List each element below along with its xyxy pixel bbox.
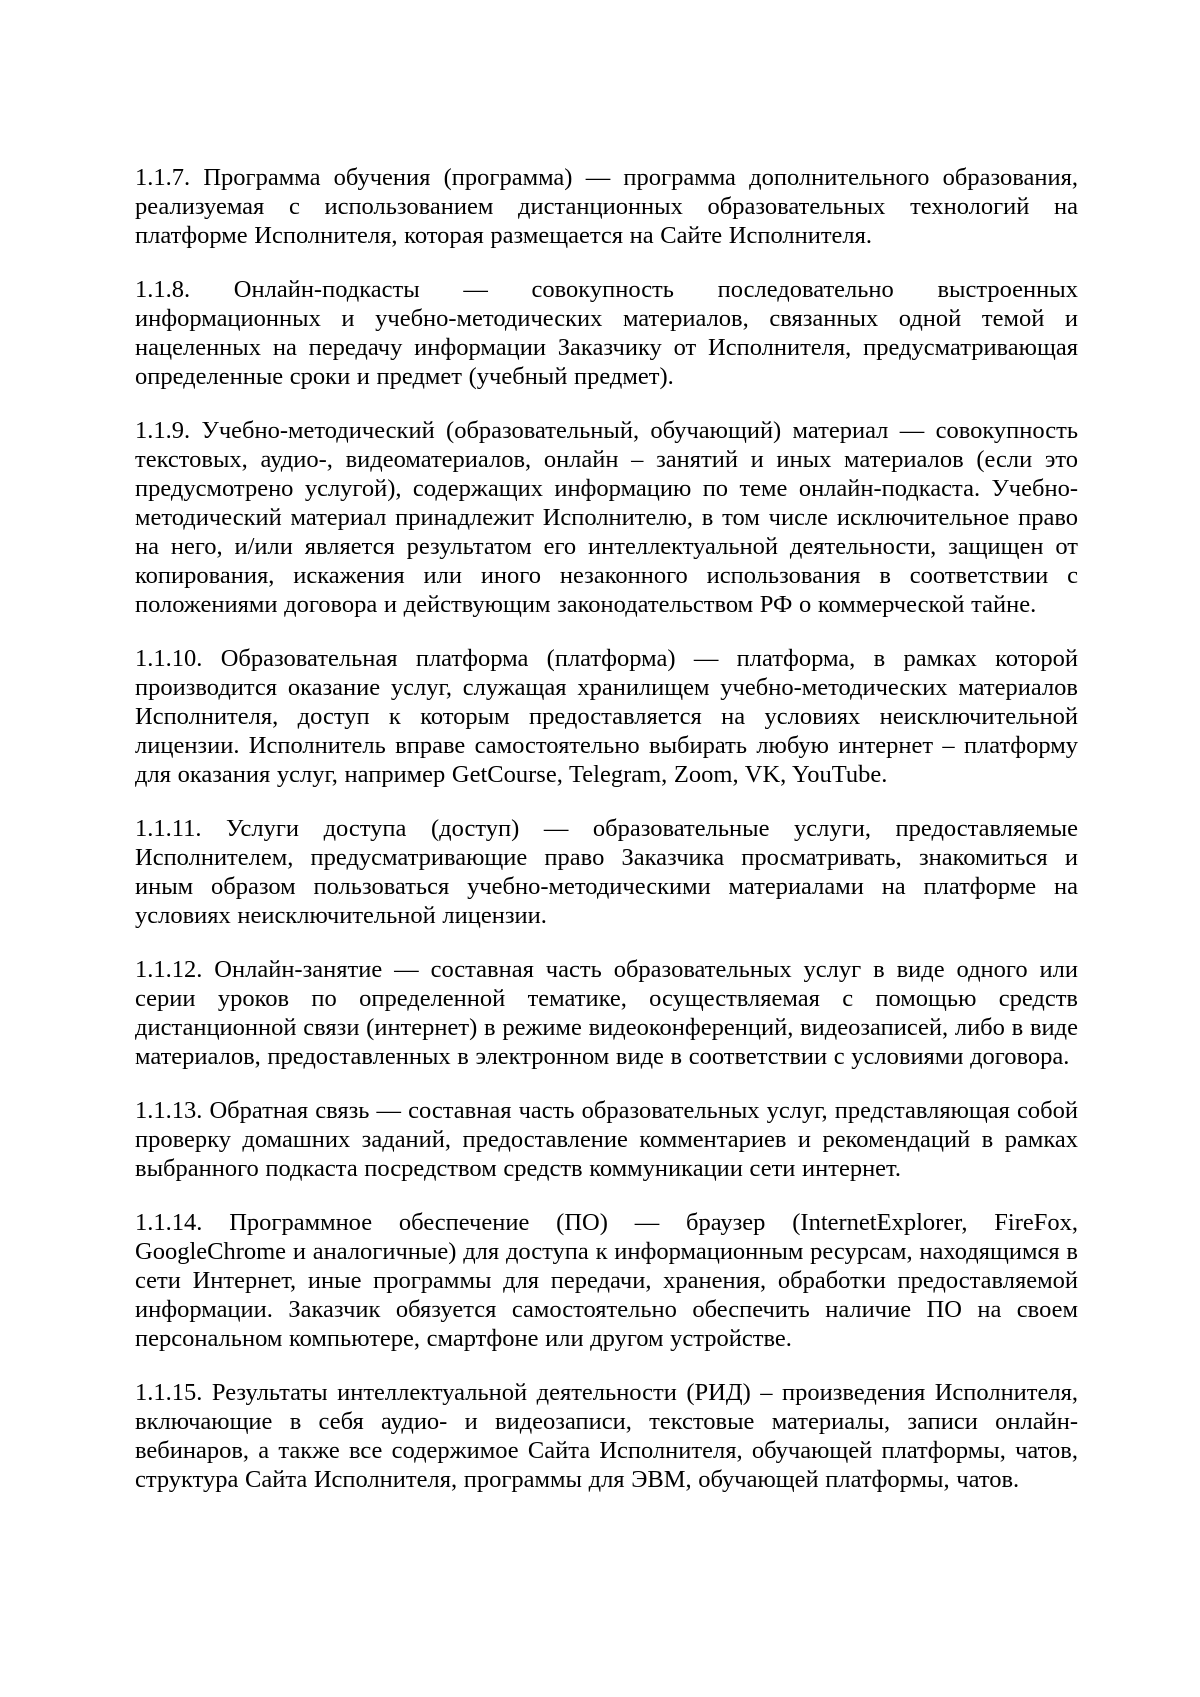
paragraph-1-1-7: 1.1.7. Программа обучения (программа) — программа дополнительного образования, реализуемая с использованием дистанционных образовательных технологий на платформе Исполнителя, которая размещается на Сайте Исполнителя. <box>135 164 1078 249</box>
paragraph-1-1-14: 1.1.14. Программное обеспечение (ПО) — браузер (InternetExplorer, FireFox, GoogleChrome и аналогичные) для доступа к информационным ресурсам, находящимся в сети Интернет, иные программы для передачи, хранения, обработки предоставляемой информации. Заказчик обязуется самостоятельно обеспечить наличие ПО на своем персональном компьютере, смартфоне или другом устройстве. <box>135 1209 1078 1352</box>
paragraph-1-1-10: 1.1.10. Образовательная платформа (платформа) — платформа, в рамках которой производится оказание услуг, служащая хранилищем учебно-методических материалов Исполнителя, доступ к которым предоставляется на условиях неисключительной лицензии. Исполнитель вправе самостоятельно выбирать любую интернет – платформу для оказания услуг, например GetCourse, Telegram, Zoom, VK, YouTube. <box>135 645 1078 788</box>
paragraph-1-1-13: 1.1.13. Обратная связь — составная часть образовательных услуг, представляющая собой проверку домашних заданий, предоставление комментариев и рекомендаций в рамках выбранного подкаста посредством средств коммуникации сети интернет. <box>135 1097 1078 1182</box>
paragraph-1-1-15: 1.1.15. Результаты интеллектуальной деятельности (РИД) – произведения Исполнителя, включающие в себя аудио- и видеозаписи, текстовые материалы, записи онлайн-вебинаров, а также все содержимое Сайта Исполнителя, обучающей платформы, чатов, структура Сайта Исполнителя, программы для ЭВМ, обучающей платформы, чатов. <box>135 1379 1078 1493</box>
paragraph-1-1-12: 1.1.12. Онлайн-занятие — составная часть образовательных услуг в виде одного или серии уроков по определенной тематике, осуществляемая с помощью средств дистанционной связи (интернет) в режиме видеоконференций, видеозаписей, либо в виде материалов, предоставленных в электронном виде в соответствии с условиями договора. <box>135 956 1078 1070</box>
paragraph-1-1-11: 1.1.11. Услуги доступа (доступ) — образовательные услуги, предоставляемые Исполнителем, предусматривающие право Заказчика просматривать, знакомиться и иным образом пользоваться учебно-методическими материалами на платформе на условиях неисключительной лицензии. <box>135 815 1078 929</box>
paragraph-1-1-9: 1.1.9. Учебно-методический (образовательный, обучающий) материал — совокупность текстовых, аудио-, видеоматериалов, онлайн – занятий и иных материалов (если это предусмотрено услугой), содержащих информацию по теме онлайн-подкаста. Учебно-методический материал принадлежит Исполнителю, в том числе исключительное право на него, и/или является результатом его интеллектуальной деятельности, защищен от копирования, искажения или иного незаконного использования в соответствии с положениями договора и действующим законодательством РФ о коммерческой тайне. <box>135 417 1078 618</box>
paragraph-1-1-8: 1.1.8. Онлайн-подкасты — совокупность последовательно выстроенных информационных и учебно-методических материалов, связанных одной темой и нацеленных на передачу информации Заказчику от Исполнителя, предусматривающая определенные сроки и предмет (учебный предмет). <box>135 276 1078 390</box>
